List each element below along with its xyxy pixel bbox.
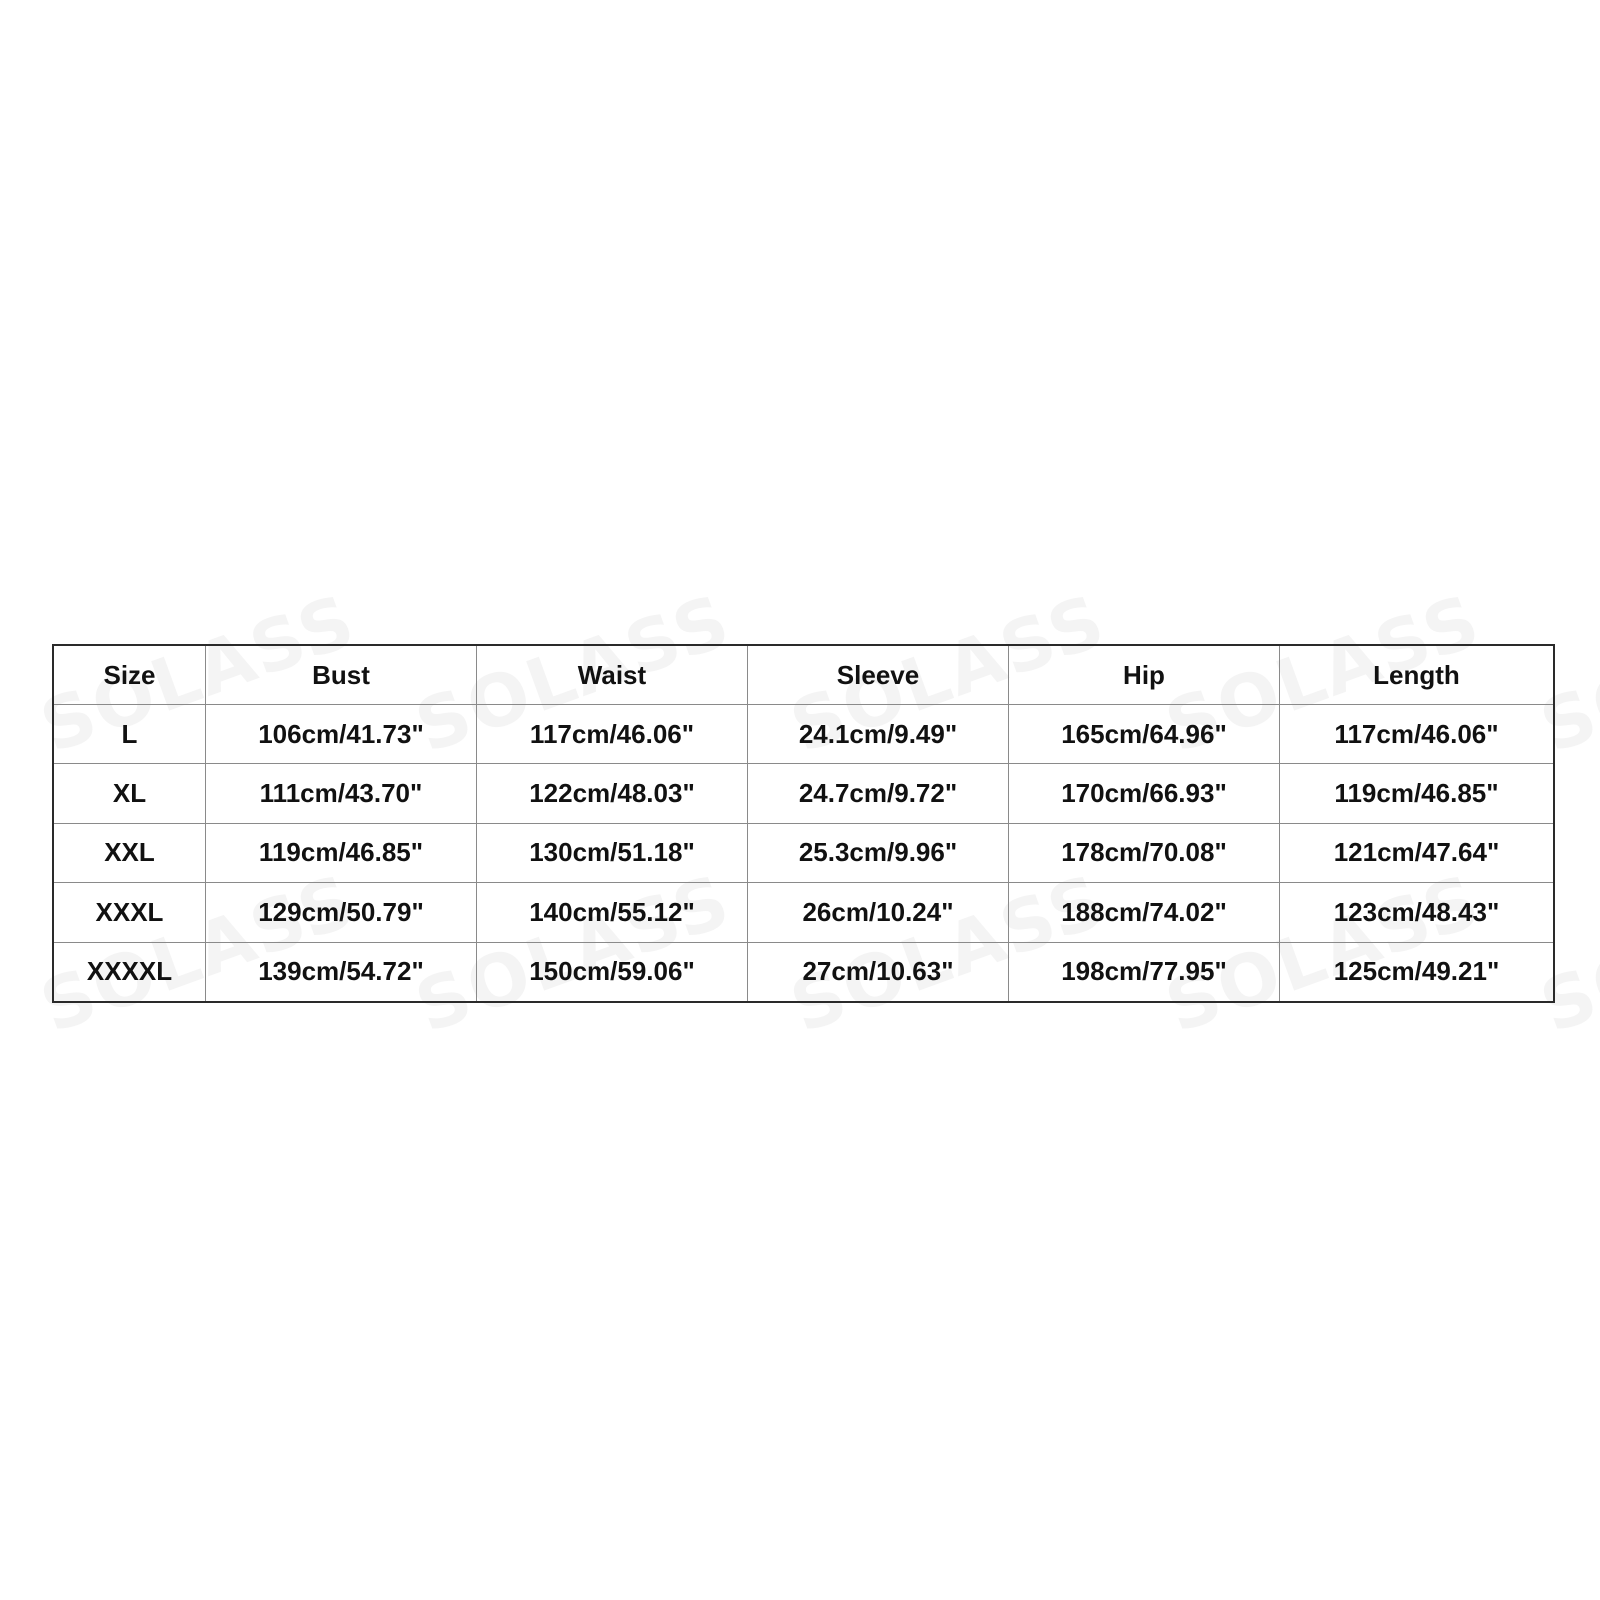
header-waist: Waist — [477, 646, 748, 705]
cell-waist: 140cm/55.12" — [477, 883, 748, 942]
cell-length: 121cm/47.64" — [1280, 823, 1554, 882]
header-hip: Hip — [1009, 646, 1280, 705]
cell-size: L — [54, 705, 206, 764]
table-row — [54, 883, 1554, 942]
cell-hip: 188cm/74.02" — [1009, 883, 1280, 942]
table-row — [54, 942, 1554, 1001]
header-sleeve: Sleeve — [748, 646, 1009, 705]
cell-sleeve: 25.3cm/9.96" — [748, 823, 1009, 882]
cell-sleeve: 24.7cm/9.72" — [748, 764, 1009, 823]
header-bust: Bust — [206, 646, 477, 705]
cell-waist: 122cm/48.03" — [477, 764, 748, 823]
cell-size: XXXL — [54, 883, 206, 942]
cell-length: 117cm/46.06" — [1280, 705, 1554, 764]
header-length: Length — [1280, 646, 1554, 705]
cell-size: XL — [54, 764, 206, 823]
cell-bust: 111cm/43.70" — [206, 764, 477, 823]
cell-length: 123cm/48.43" — [1280, 883, 1554, 942]
cell-length: 125cm/49.21" — [1280, 942, 1554, 1001]
table-row — [54, 823, 1554, 882]
cell-sleeve: 26cm/10.24" — [748, 883, 1009, 942]
cell-waist: 150cm/59.06" — [477, 942, 748, 1001]
cell-sleeve: 24.1cm/9.49" — [748, 705, 1009, 764]
cell-hip: 178cm/70.08" — [1009, 823, 1280, 882]
cell-waist: 117cm/46.06" — [477, 705, 748, 764]
cell-sleeve: 27cm/10.63" — [748, 942, 1009, 1001]
cell-size: XXXXL — [54, 942, 206, 1001]
cell-bust: 106cm/41.73" — [206, 705, 477, 764]
cell-bust: 139cm/54.72" — [206, 942, 477, 1001]
cell-waist: 130cm/51.18" — [477, 823, 748, 882]
cell-size: XXL — [54, 823, 206, 882]
size-chart-table — [53, 645, 1554, 1002]
header-row — [54, 646, 1554, 705]
header-size: Size — [54, 646, 206, 705]
cell-hip: 165cm/64.96" — [1009, 705, 1280, 764]
cell-bust: 129cm/50.79" — [206, 883, 477, 942]
cell-bust: 119cm/46.85" — [206, 823, 477, 882]
cell-length: 119cm/46.85" — [1280, 764, 1554, 823]
cell-hip: 198cm/77.95" — [1009, 942, 1280, 1001]
cell-hip: 170cm/66.93" — [1009, 764, 1280, 823]
table-row — [54, 764, 1554, 823]
table-row — [54, 705, 1554, 764]
